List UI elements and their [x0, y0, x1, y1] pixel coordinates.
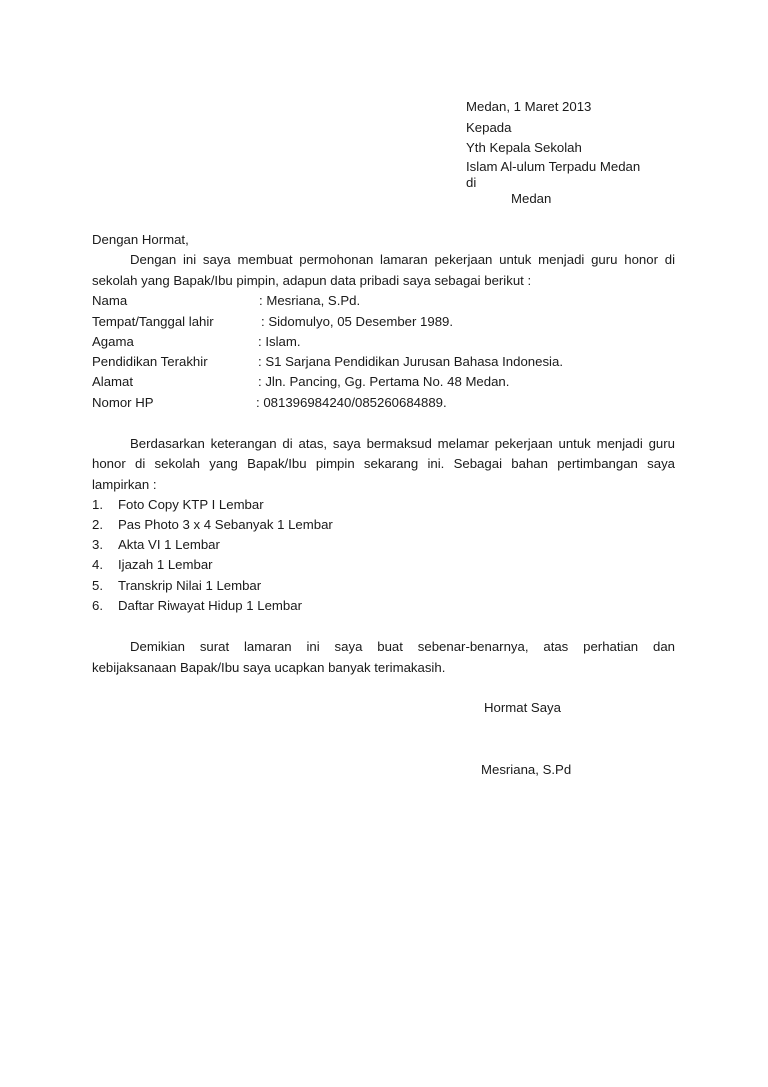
attachment-number: 3.: [92, 537, 103, 552]
attachment-item: Pas Photo 3 x 4 Sebanyak 1 Lembar: [118, 517, 333, 532]
attachment-item: Daftar Riwayat Hidup 1 Lembar: [118, 598, 302, 613]
signature-salutation: Hormat Saya: [484, 700, 561, 715]
attachment-number: 4.: [92, 557, 103, 572]
signature-name: Mesriana, S.Pd: [481, 762, 572, 777]
attachment-number: 5.: [92, 578, 103, 593]
place-date: Medan, 1 Maret 2013: [466, 99, 592, 114]
greeting: Dengan Hormat,: [92, 232, 189, 247]
attachment-item: Ijazah 1 Lembar: [118, 557, 213, 572]
closing-line-1: Demikian surat lamaran ini saya buat sebenar-benarnya, atas perhatian dan: [130, 639, 675, 654]
paragraph2-line-2: honor di sekolah yang Bapak/Ibu pimpin sekarang ini. Sebagai bahan pertimbangan saya: [92, 456, 675, 471]
data-value-agama: : Islam.: [258, 334, 301, 349]
to-label: Kepada: [466, 120, 512, 135]
di-label: di: [466, 175, 477, 190]
attachment-item: Akta VI 1 Lembar: [118, 537, 220, 552]
attachment-number: 2.: [92, 517, 103, 532]
attachment-item: Transkrip Nilai 1 Lembar: [118, 578, 262, 593]
paragraph2-line-3: lampirkan :: [92, 477, 157, 492]
intro-line-1: Dengan ini saya membuat permohonan lamaran pekerjaan untuk menjadi guru honor di: [130, 252, 675, 267]
recipient-school: Islam Al-ulum Terpadu Medan: [466, 159, 641, 174]
intro-line-2: sekolah yang Bapak/Ibu pimpin, adapun data pribadi saya sebagai berikut :: [92, 273, 532, 288]
attachment-item: Foto Copy KTP I Lembar: [118, 497, 264, 512]
data-value-pendidikan: : S1 Sarjana Pendidikan Jurusan Bahasa Indonesia.: [258, 354, 563, 369]
data-label-nama: Nama: [92, 293, 128, 308]
data-label-alamat: Alamat: [92, 374, 134, 389]
data-label-pendidikan: Pendidikan Terakhir: [92, 354, 208, 369]
data-label-agama: Agama: [92, 334, 134, 349]
attachment-number: 6.: [92, 598, 103, 613]
data-value-alamat: : Jln. Pancing, Gg. Pertama No. 48 Medan.: [258, 374, 510, 389]
recipient-title: Yth Kepala Sekolah: [466, 140, 582, 155]
closing-line-2: kebijaksanaan Bapak/Ibu saya ucapkan banyak terimakasih.: [92, 660, 446, 675]
data-value-nama: : Mesriana, S.Pd.: [259, 293, 361, 308]
data-value-hp: : 081396984240/085260684889.: [256, 395, 447, 410]
data-label-hp: Nomor HP: [92, 395, 154, 410]
attachment-number: 1.: [92, 497, 103, 512]
data-label-ttl: Tempat/Tanggal lahir: [92, 314, 214, 329]
data-value-ttl: : Sidomulyo, 05 Desember 1989.: [261, 314, 454, 329]
paragraph2-line-1: Berdasarkan keterangan di atas, saya bermaksud melamar pekerjaan untuk menjadi guru: [130, 436, 675, 451]
recipient-city: Medan: [511, 191, 552, 206]
